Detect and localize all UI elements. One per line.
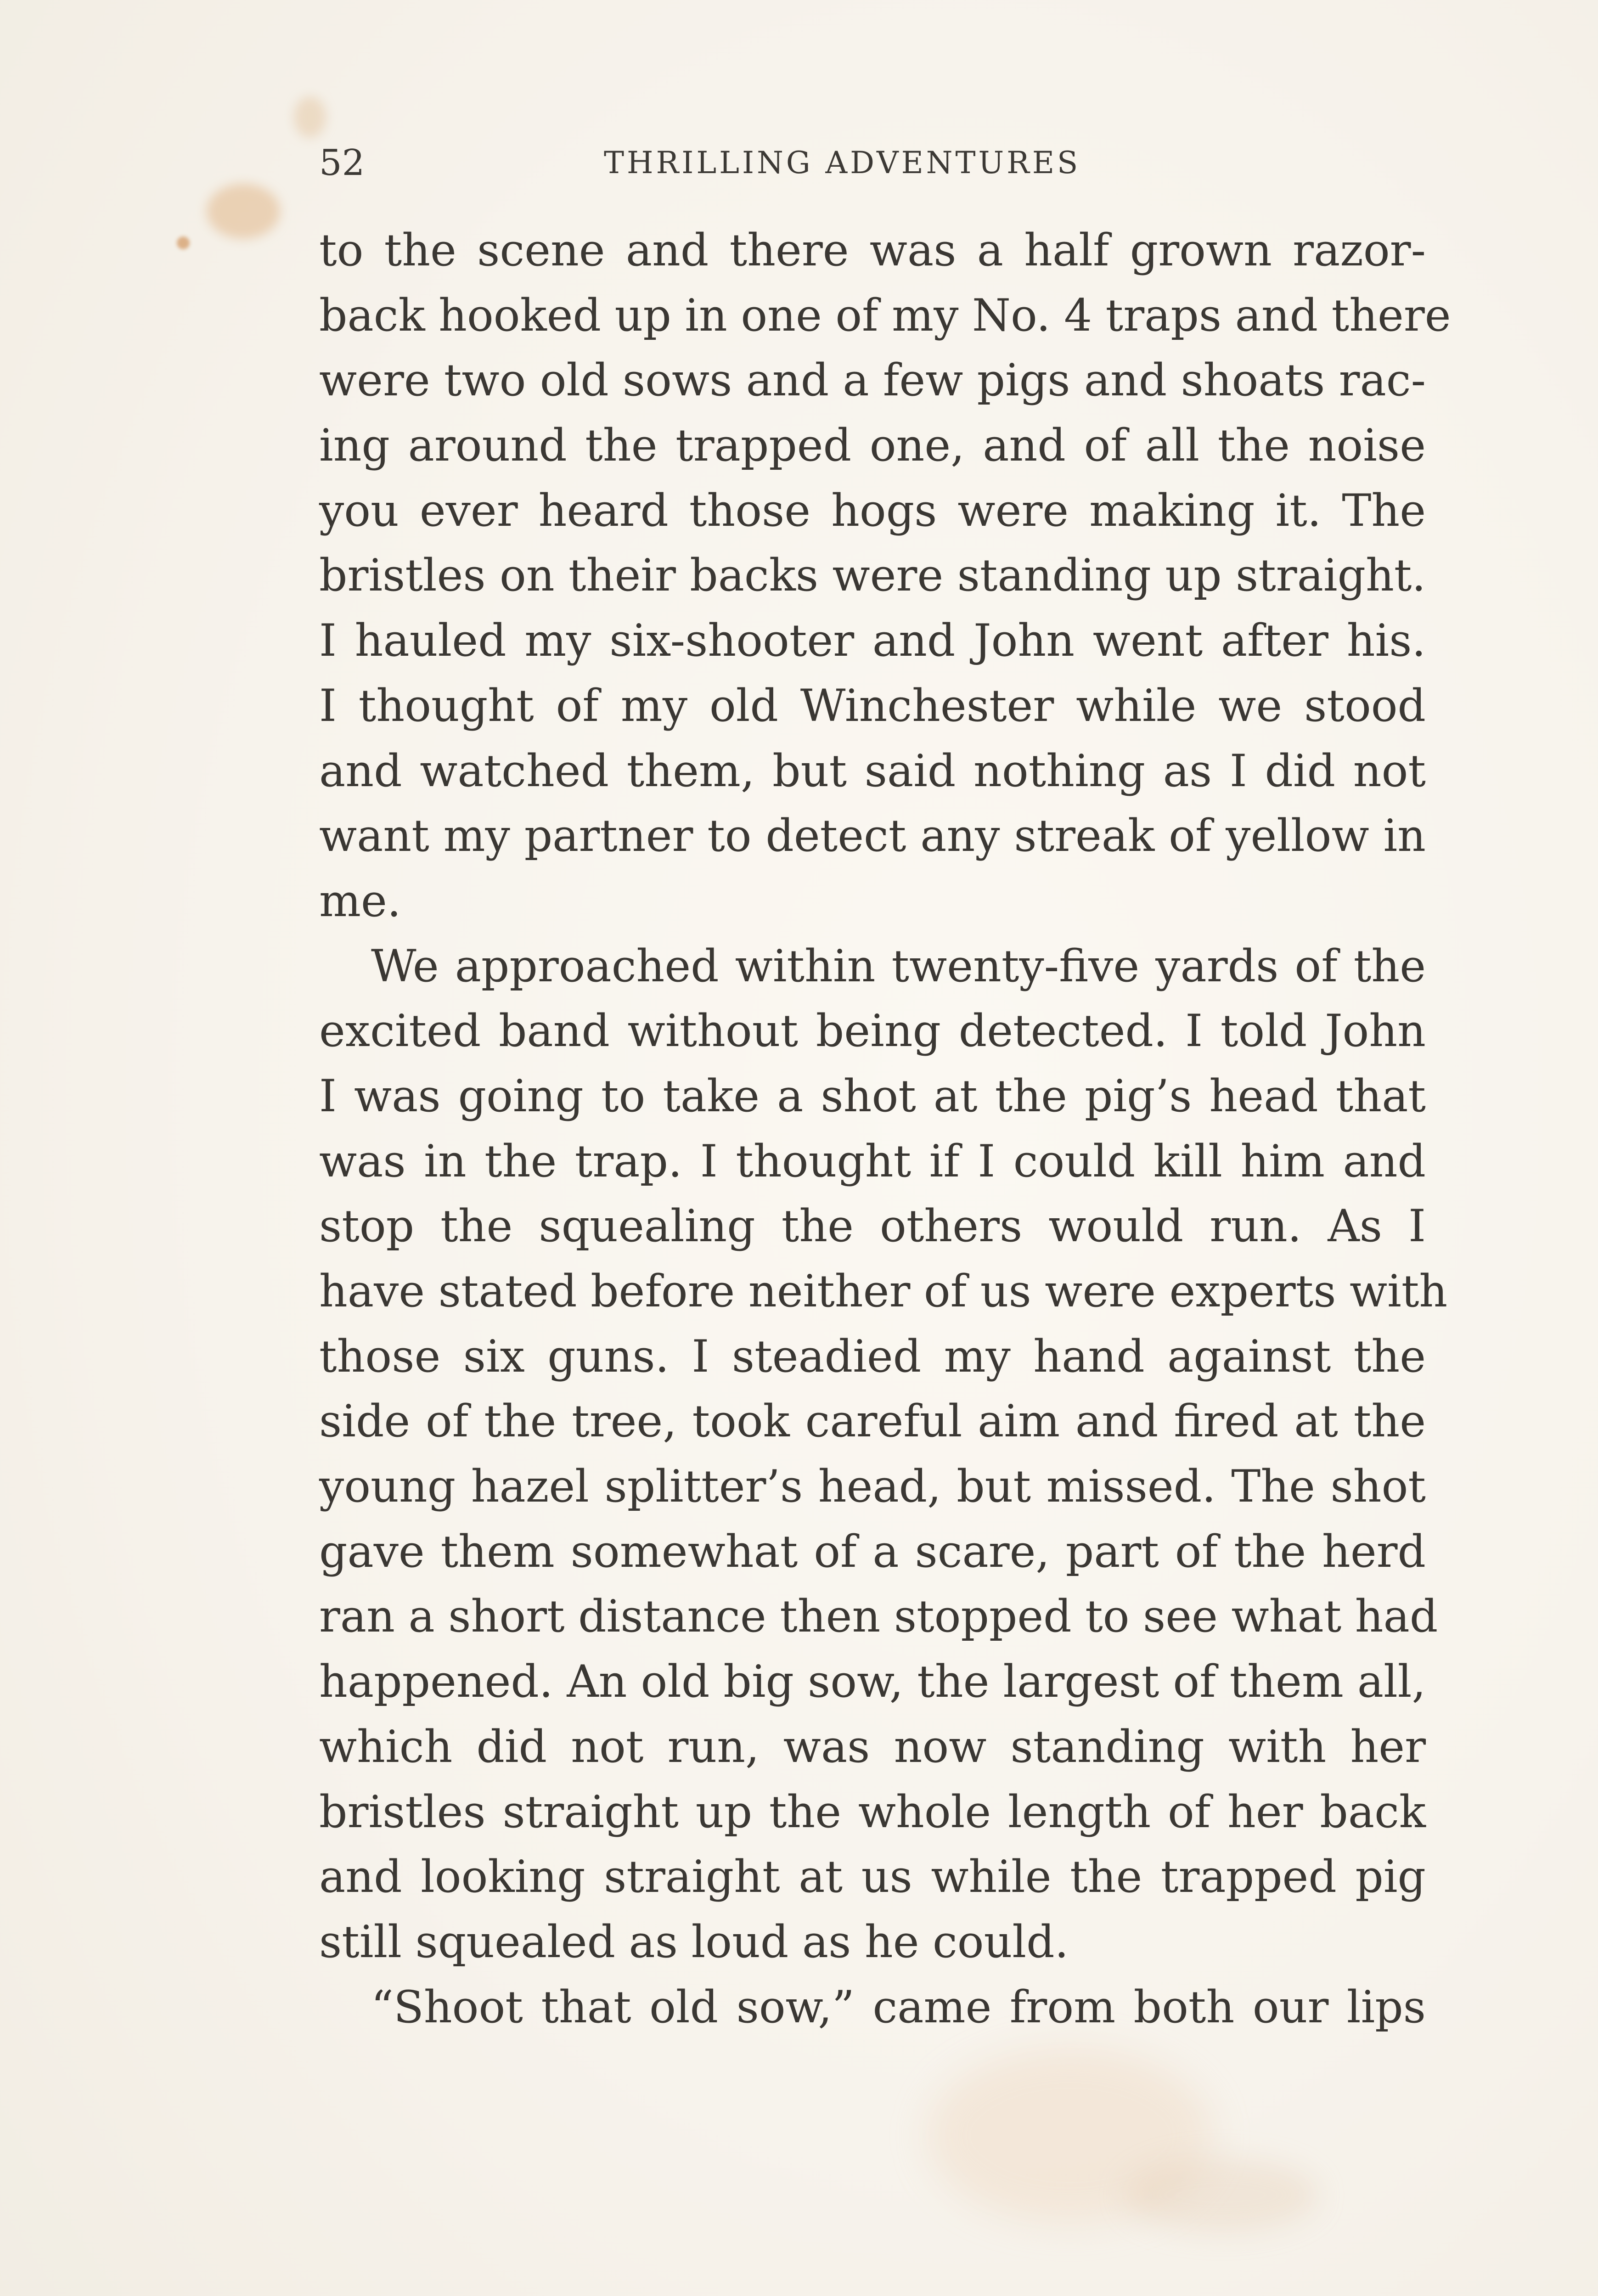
body-text bbox=[319, 218, 1451, 2040]
text-line: gave them somewhat of a scare, part of the herd bbox=[319, 1525, 1426, 1577]
text-line: and looking straight at us while the trapped pig bbox=[319, 1851, 1426, 1903]
text-line: stop the squealing the others would run. As I bbox=[319, 1200, 1426, 1252]
text-line: I thought of my old Winchester while we stood bbox=[319, 680, 1426, 732]
text-line: side of the tree, took careful aim and fired at the bbox=[319, 1396, 1426, 1447]
water-stain bbox=[1125, 2158, 1318, 2232]
foxing-spot bbox=[177, 236, 190, 249]
paragraph-first-line: “Shoot that old sow,” came from both our lips bbox=[371, 1981, 1426, 2033]
text-line: was in the trap. I thought if I could kill him and bbox=[319, 1135, 1426, 1187]
text-line: bristles on their backs were standing up straight. bbox=[319, 550, 1426, 602]
text-line: were two old sows and a few pigs and shoats rac- bbox=[319, 355, 1426, 406]
foxing-stain bbox=[207, 184, 280, 239]
foxing-stain bbox=[294, 96, 326, 138]
text-line: want my partner to detect any streak of yellow in bbox=[319, 810, 1426, 862]
text-line: happened. An old big sow, the largest of them all, bbox=[319, 1656, 1426, 1708]
text-line: excited band without being detected. I told John bbox=[319, 1005, 1426, 1057]
text-line: to the scene and there was a half grown razor- bbox=[319, 225, 1426, 276]
text-line: ing around the trapped one, and of all the noise bbox=[319, 420, 1426, 472]
text-line: back hooked up in one of my No. 4 traps and there bbox=[319, 289, 1451, 341]
text-line: I hauled my six-shooter and John went after his. bbox=[319, 615, 1426, 667]
text-line: bristles straight up the whole length of her back bbox=[319, 1786, 1426, 1838]
text-line: ran a short distance then stopped to see what had bbox=[319, 1591, 1438, 1643]
text-line: me. bbox=[319, 875, 401, 927]
text-line: still squealed as loud as he could. bbox=[319, 1916, 1069, 1968]
text-line: and watched them, but said nothing as I did not bbox=[319, 745, 1426, 797]
page-header bbox=[319, 138, 1426, 188]
text-line: which did not run, was now standing with her bbox=[319, 1721, 1426, 1773]
text-line: have stated before neither of us were experts with bbox=[319, 1266, 1448, 1317]
text-line: I was going to take a shot at the pig’s head that bbox=[319, 1070, 1426, 1122]
text-line: those six guns. I steadied my hand against the bbox=[319, 1330, 1426, 1382]
text-line: you ever heard those hogs were making it. The bbox=[319, 484, 1426, 536]
running-head: THRILLING ADVENTURES bbox=[604, 145, 1081, 180]
text-line: young hazel splitter’s head, but missed. The shot bbox=[319, 1461, 1426, 1513]
page-number: 52 bbox=[319, 142, 365, 184]
paragraph-first-line: We approached within twenty-five yards of the bbox=[371, 940, 1426, 992]
